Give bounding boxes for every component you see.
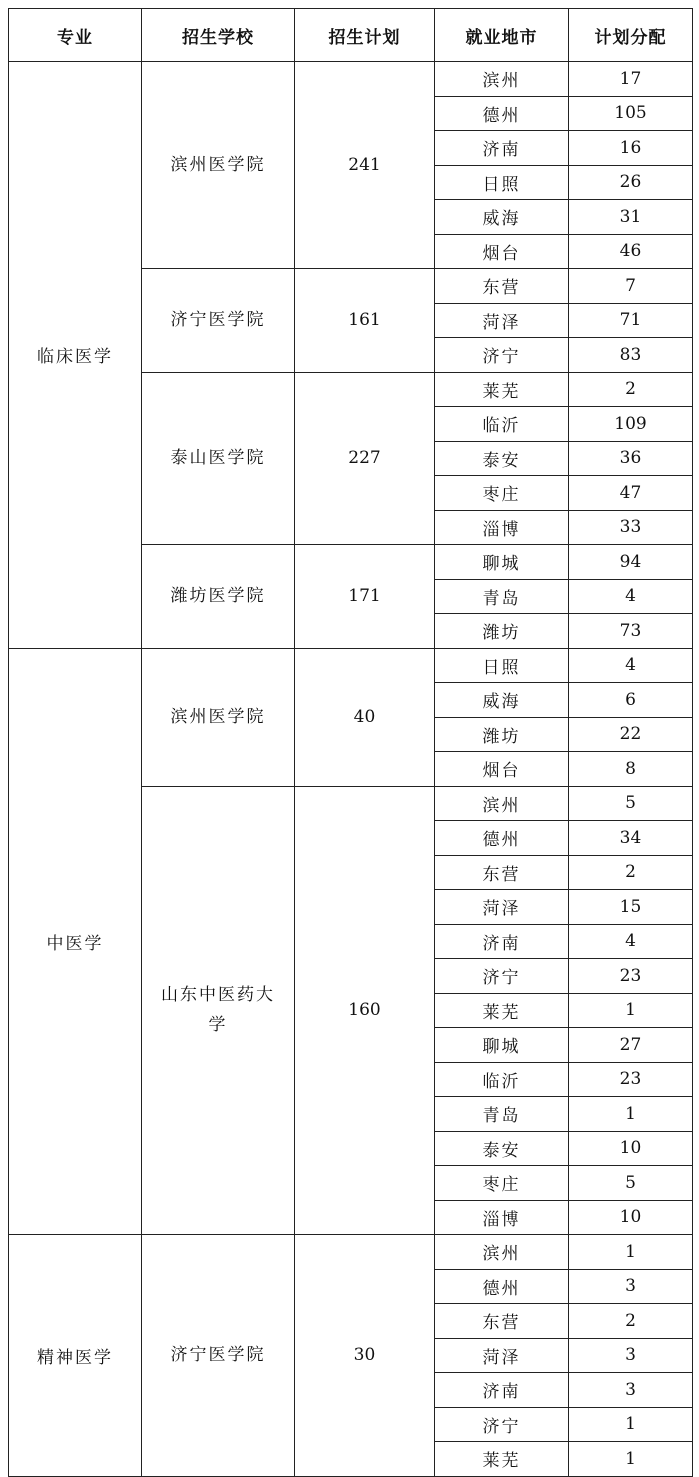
city-cell: 东营: [435, 855, 569, 890]
allocation-cell: 3: [569, 1269, 693, 1304]
header-employment-city: 就业地市: [435, 9, 569, 62]
school-cell: 泰山医学院: [142, 372, 295, 545]
city-cell: 东营: [435, 269, 569, 304]
city-cell: 临沂: [435, 1062, 569, 1097]
allocation-cell: 23: [569, 959, 693, 994]
city-cell: 济南: [435, 924, 569, 959]
allocation-cell: 109: [569, 407, 693, 442]
city-cell: 青岛: [435, 1097, 569, 1132]
city-cell: 滨州: [435, 1235, 569, 1270]
allocation-cell: 71: [569, 303, 693, 338]
city-cell: 济宁: [435, 338, 569, 373]
major-cell: 中医学: [9, 648, 142, 1235]
city-cell: 泰安: [435, 441, 569, 476]
header-enrollment-plan: 招生计划: [295, 9, 435, 62]
city-cell: 聊城: [435, 545, 569, 580]
city-cell: 东营: [435, 1304, 569, 1339]
city-cell: 菏泽: [435, 890, 569, 925]
city-cell: 潍坊: [435, 717, 569, 752]
school-cell: 济宁医学院: [142, 269, 295, 373]
school-cell: 山东中医药大学: [142, 786, 295, 1235]
city-cell: 菏泽: [435, 1338, 569, 1373]
city-cell: 枣庄: [435, 476, 569, 511]
allocation-cell: 1: [569, 1235, 693, 1270]
allocation-cell: 3: [569, 1338, 693, 1373]
allocation-cell: 5: [569, 786, 693, 821]
major-cell: 临床医学: [9, 62, 142, 649]
city-cell: 莱芜: [435, 372, 569, 407]
enrollment-plan-cell: 160: [295, 786, 435, 1235]
enrollment-plan-table: [8, 8, 693, 1477]
city-cell: 烟台: [435, 234, 569, 269]
city-cell: 德州: [435, 821, 569, 856]
allocation-cell: 7: [569, 269, 693, 304]
allocation-cell: 27: [569, 1028, 693, 1063]
city-cell: 威海: [435, 683, 569, 718]
city-cell: 威海: [435, 200, 569, 235]
city-cell: 济宁: [435, 959, 569, 994]
city-cell: 济宁: [435, 1407, 569, 1442]
enrollment-plan-cell: 40: [295, 648, 435, 786]
allocation-cell: 4: [569, 924, 693, 959]
allocation-cell: 10: [569, 1200, 693, 1235]
allocation-cell: 23: [569, 1062, 693, 1097]
allocation-cell: 34: [569, 821, 693, 856]
major-cell: 精神医学: [9, 1235, 142, 1477]
enrollment-plan-cell: 171: [295, 545, 435, 649]
city-cell: 聊城: [435, 1028, 569, 1063]
city-cell: 莱芜: [435, 1442, 569, 1477]
allocation-cell: 1: [569, 1407, 693, 1442]
table-body: [9, 62, 693, 1477]
city-cell: 日照: [435, 165, 569, 200]
city-cell: 德州: [435, 96, 569, 131]
city-cell: 德州: [435, 1269, 569, 1304]
header-plan-allocation: 计划分配: [569, 9, 693, 62]
allocation-cell: 10: [569, 1131, 693, 1166]
school-cell: 潍坊医学院: [142, 545, 295, 649]
city-cell: 泰安: [435, 1131, 569, 1166]
allocation-cell: 15: [569, 890, 693, 925]
city-cell: 莱芜: [435, 993, 569, 1028]
school-cell: 滨州医学院: [142, 648, 295, 786]
city-cell: 菏泽: [435, 303, 569, 338]
allocation-cell: 22: [569, 717, 693, 752]
allocation-cell: 47: [569, 476, 693, 511]
allocation-cell: 31: [569, 200, 693, 235]
allocation-cell: 16: [569, 131, 693, 166]
school-cell: 济宁医学院: [142, 1235, 295, 1477]
allocation-cell: 26: [569, 165, 693, 200]
city-cell: 枣庄: [435, 1166, 569, 1201]
header-row: [9, 9, 693, 62]
enrollment-plan-cell: 161: [295, 269, 435, 373]
allocation-cell: 4: [569, 579, 693, 614]
allocation-cell: 36: [569, 441, 693, 476]
table-row: [9, 62, 693, 97]
allocation-cell: 1: [569, 993, 693, 1028]
city-cell: 烟台: [435, 752, 569, 787]
allocation-cell: 1: [569, 1097, 693, 1132]
city-cell: 日照: [435, 648, 569, 683]
allocation-cell: 105: [569, 96, 693, 131]
city-cell: 淄博: [435, 510, 569, 545]
allocation-cell: 4: [569, 648, 693, 683]
allocation-cell: 33: [569, 510, 693, 545]
city-cell: 潍坊: [435, 614, 569, 649]
enrollment-plan-cell: 30: [295, 1235, 435, 1477]
city-cell: 淄博: [435, 1200, 569, 1235]
allocation-cell: 5: [569, 1166, 693, 1201]
allocation-cell: 73: [569, 614, 693, 649]
allocation-cell: 2: [569, 855, 693, 890]
header-school: 招生学校: [142, 9, 295, 62]
allocation-cell: 17: [569, 62, 693, 97]
city-cell: 济南: [435, 131, 569, 166]
city-cell: 临沂: [435, 407, 569, 442]
allocation-cell: 6: [569, 683, 693, 718]
city-cell: 青岛: [435, 579, 569, 614]
allocation-cell: 2: [569, 1304, 693, 1339]
city-cell: 济南: [435, 1373, 569, 1408]
table-row: [9, 1235, 693, 1270]
enrollment-plan-cell: 241: [295, 62, 435, 269]
allocation-cell: 94: [569, 545, 693, 580]
allocation-cell: 46: [569, 234, 693, 269]
allocation-cell: 83: [569, 338, 693, 373]
enrollment-plan-cell: 227: [295, 372, 435, 545]
allocation-cell: 2: [569, 372, 693, 407]
allocation-cell: 8: [569, 752, 693, 787]
header-major: 专业: [9, 9, 142, 62]
allocation-cell: 1: [569, 1442, 693, 1477]
table-row: [9, 648, 693, 683]
city-cell: 滨州: [435, 62, 569, 97]
city-cell: 滨州: [435, 786, 569, 821]
school-cell: 滨州医学院: [142, 62, 295, 269]
allocation-cell: 3: [569, 1373, 693, 1408]
